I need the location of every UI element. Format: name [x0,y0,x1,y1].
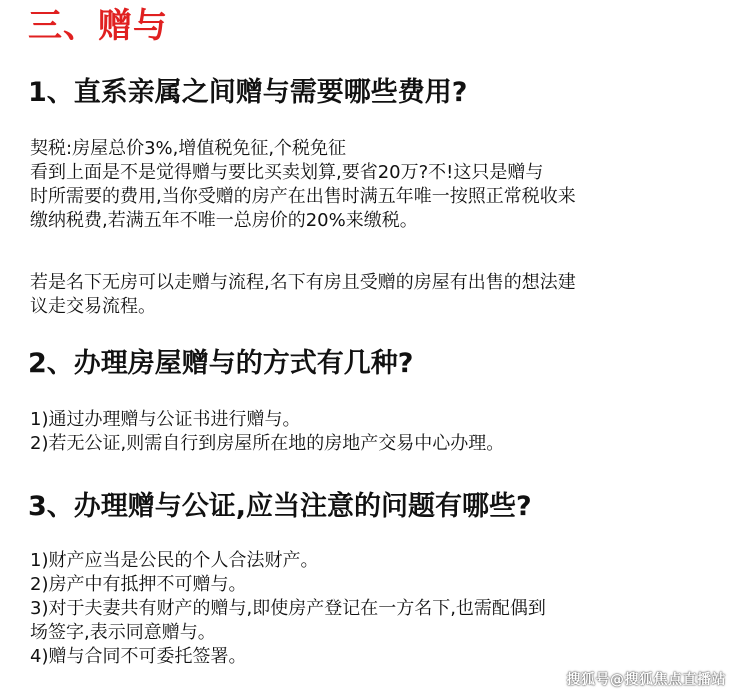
question-1-paragraph-2 [30,271,720,319]
paragraph-line: 若是名下无房可以走赠与流程,名下有房且受赠的房屋有出售的想法建 [30,272,576,293]
source-watermark: 搜狐号@搜狐焦点直播站 [566,672,726,688]
list-item: 1)通过办理赠与公证书进行赠与。 [30,409,301,430]
paragraph-line: 契税:房屋总价3%,增值税免征,个税免征 [30,138,347,159]
question-1-title: 1、直系亲属之间赠与需要哪些费用? [28,77,468,108]
list-item: 2)房产中有抵押不可赠与。 [30,574,247,595]
question-3-title: 3、办理赠与公证,应当注意的问题有哪些? [28,491,532,522]
paragraph-line: 看到上面是不是觉得赠与要比买卖划算,要省20万?不!这只是赠与 [30,162,544,183]
question-3-list [30,549,720,669]
question-2-title: 2、办理房屋赠与的方式有几种? [28,348,414,379]
list-item: 3)对于夫妻共有财产的赠与,即使房产登记在一方名下,也需配偶到 [30,598,546,619]
list-item: 场签字,表示同意赠与。 [30,622,216,643]
list-item: 4)赠与合同不可委托签署。 [30,646,247,667]
section-title: 三、赠与 [28,6,168,46]
list-item: 2)若无公证,则需自行到房屋所在地的房地产交易中心办理。 [30,433,505,454]
paragraph-line: 议走交易流程。 [30,296,156,317]
paragraph-line: 时所需要的费用,当你受赠的房产在出售时满五年唯一按照正常税收来 [30,186,576,207]
list-item: 1)财产应当是公民的个人合法财产。 [30,550,319,571]
question-2-list [30,408,720,456]
paragraph-line: 缴纳税费,若满五年不唯一总房价的20%来缴税。 [30,210,418,231]
question-1-paragraph-1 [30,137,720,233]
